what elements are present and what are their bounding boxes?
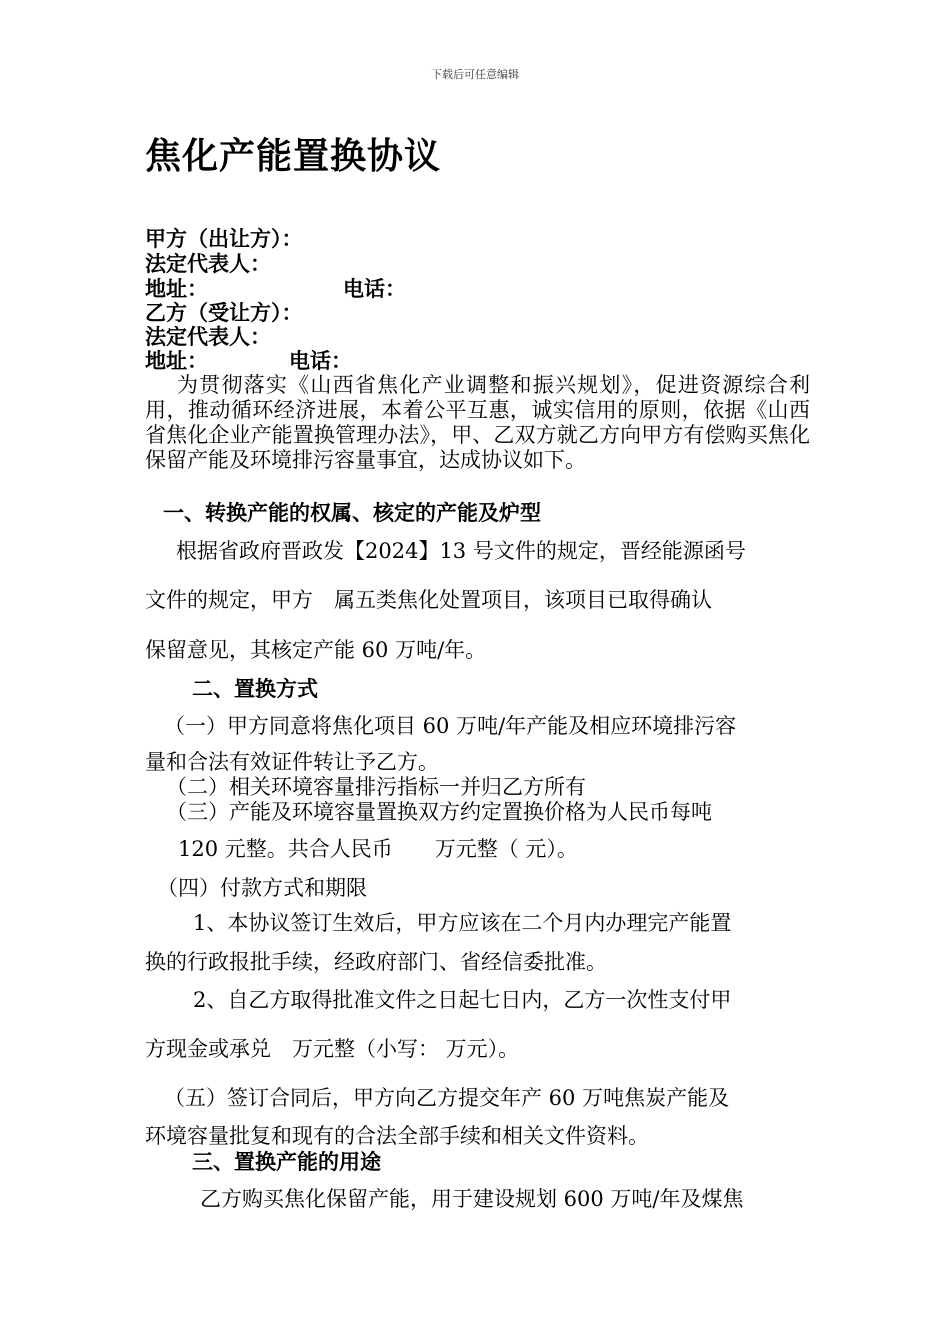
section2-pay1-line: 换的行政报批手续，经政府部门、省经信委批准。 (145, 950, 607, 974)
party-a-label: 甲方（出让方）： (145, 226, 303, 251)
document-title: 焦化产能置换协议 (145, 136, 442, 177)
party-a-representative: 法定代表人： (145, 251, 271, 276)
party-a-address: 地址： (145, 276, 208, 301)
header-note: 下载后可任意编辑 (431, 68, 519, 81)
section2-item4: （四）付款方式和期限 (157, 876, 367, 900)
party-b-representative: 法定代表人： (145, 324, 271, 349)
party-b-address: 地址： (145, 348, 208, 373)
section2-heading: 二、置换方式 (192, 676, 318, 701)
section1-line: 根据省政府晋政发【2024】13 号文件的规定，晋经能源函号 (176, 539, 746, 563)
section2-item1-line: （一）甲方同意将焦化项目 60 万吨/年产能及相应环境排污容 (164, 714, 737, 738)
section1-heading: 一、转换产能的权属、核定的产能及炉型 (163, 500, 541, 525)
party-a-phone: 电话： (343, 276, 406, 301)
section2-item3-line: （三）产能及环境容量置换双方约定置换价格为人民币每吨 (166, 800, 712, 824)
section3-heading: 三、置换产能的用途 (192, 1149, 381, 1174)
section3-line: 乙方购买焦化保留产能，用于建设规划 600 万吨/年及煤焦 (200, 1187, 744, 1211)
section2-item5-line: （五）签订合同后，甲方向乙方提交年产 60 万吨焦炭产能及 (164, 1086, 730, 1110)
section2-pay2-line: 方现金或承兑 万元整（小写： 万元）。 (145, 1037, 520, 1061)
section2-item1-line: 量和合法有效证件转让予乙方。 (145, 750, 439, 774)
section2-pay1-line: 1、本协议签订生效后，甲方应该在二个月内办理完产能置 (193, 911, 732, 935)
party-b-label: 乙方（受让方）： (145, 300, 303, 325)
section2-pay2-line: 2、自乙方取得批准文件之日起七日内，乙方一次性支付甲 (193, 988, 732, 1012)
section1-line: 保留意见，其核定产能 60 万吨/年。 (145, 638, 487, 662)
section2-item5-line: 环境容量批复和现有的合法全部手续和相关文件资料。 (145, 1124, 649, 1148)
section1-line: 文件的规定，甲方 属五类焦化处置项目，该项目已取得确认 (145, 588, 712, 612)
intro-paragraph: 为贯彻落实《山西省焦化产业调整和振兴规划》，促进资源综合利用，推动循环经济进展，本着公平互惠，诚实信用的原则，依据《山西省焦化企业产能置换管理办法》，甲、乙双方就乙方向甲方有偿购买焦化保留产能及环境排污容量事宜，达成协议如下。 (145, 373, 810, 472)
section2-item3-line: 120 元整。共合人民币 万元整（ 元）。 (178, 837, 578, 861)
section2-item2: （二）相关环境容量排污指标一并归乙方所有 (166, 775, 586, 799)
party-b-phone: 电话： (289, 348, 352, 373)
